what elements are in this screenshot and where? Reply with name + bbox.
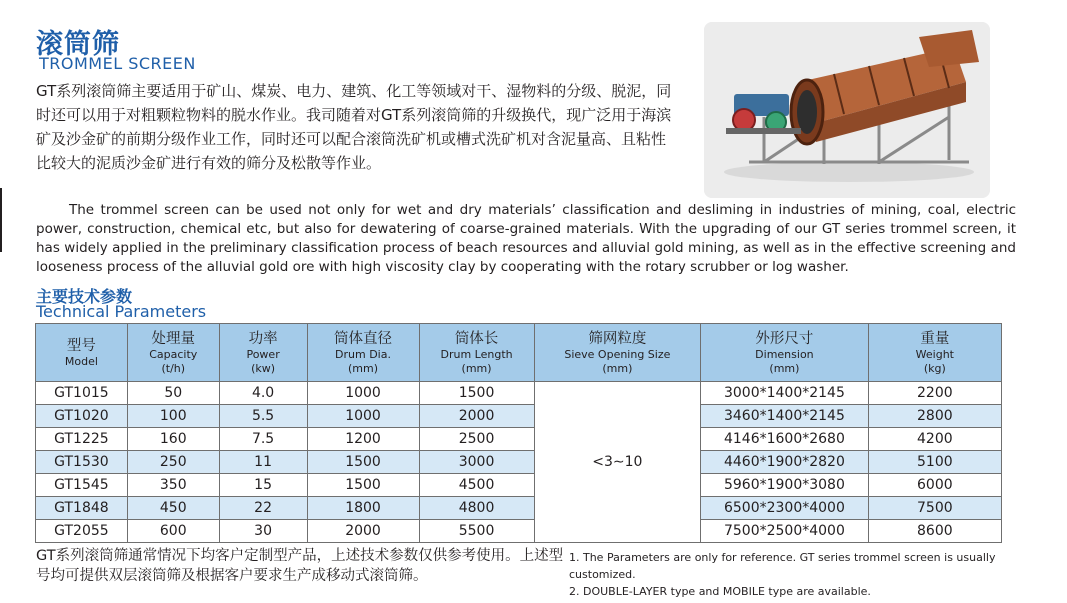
cell-weight: 6000 [868,474,1001,497]
trommel-machine-illustration [704,22,990,198]
cell-dimension: 3460*1400*2145 [701,405,869,428]
footnote-en-line: 1. The Parameters are only for reference. GT series trommel screen is usually customized. [569,551,996,581]
header-en: Power [246,347,280,361]
header-unit: (kg) [923,361,946,375]
header-unit: (kw) [251,361,276,375]
cell-drum-dia: 2000 [307,520,419,543]
table-row [36,520,1002,543]
header-cn: 筛网粒度 [588,330,647,347]
cell-power: 5.5 [219,405,307,428]
header-en: Sieve Opening Size [564,347,671,361]
footnote-en [569,549,1009,600]
column-header-dimension [701,324,869,382]
cell-model: GT1225 [36,428,128,451]
cell-dimension: 4146*1600*2680 [701,428,869,451]
header-unit: (mm) [461,361,492,375]
cell-capacity: 450 [127,497,219,520]
cell-drum-length: 2500 [419,428,534,451]
cell-power: 30 [219,520,307,543]
cell-drum-length: 4800 [419,497,534,520]
footnote-cn: GT系列滚筒筛通常情况下均客户定制型产品，上述技术参数仅供参考使用。上述型号均可提供双层滚筒筛及根据客户要求生产成移动式滚筒筛。 [36,548,564,584]
header-cn: 型号 [66,337,96,354]
header-unit: (mm) [769,361,800,375]
header-cn: 重量 [920,330,950,347]
cell-capacity: 600 [127,520,219,543]
header-cn: 筒体长 [454,330,499,347]
column-header-capacity [127,324,219,382]
header-cn: 处理量 [151,330,196,347]
cell-drum-length: 3000 [419,451,534,474]
column-header-drum-length [419,324,534,382]
header-en: Drum Dia. [335,347,391,361]
header-cn: 外形尺寸 [755,330,814,347]
cell-power: 15 [219,474,307,497]
cell-model: GT1848 [36,497,128,520]
cell-model: GT1020 [36,405,128,428]
cell-drum-dia: 1800 [307,497,419,520]
cell-dimension: 3000*1400*2145 [701,382,869,405]
header-en: Model [64,354,98,368]
table-row [36,451,1002,474]
column-header-sieve-opening [534,324,701,382]
page-title-cn: 滚筒筛 [36,29,120,60]
page-title-en: TROMMEL SCREEN [39,54,196,73]
header-cn: 功率 [248,330,278,347]
cell-drum-length: 4500 [419,474,534,497]
cell-weight: 7500 [868,497,1001,520]
column-header-model [36,324,128,382]
cell-model: GT2055 [36,520,128,543]
header-en: Capacity [149,347,198,361]
intro-paragraph-cn: GT系列滚筒筛主要适用于矿山、煤炭、电力、建筑、化工等领域对干、湿物料的分级、脱泥，同时还可以用于对粗颗粒物料的脱水作业。我司随着对GT系列滚筒筛的升级换代，现广泛用于海滨矿及沙金矿的前期分级作业工作，同时还可以配合滚筒洗矿机或槽式洗矿机对含泥量高、且粘性比较大的泥质沙金矿进行有效的筛分及松散等作业。 [36,82,672,172]
column-header-power [219,324,307,382]
table-row [36,382,1002,405]
intro-paragraph-en: The trommel screen can be used not only for wet and dry materials’ classification and desliming in industries of mining, coal, electric power, construction, chemical etc, but also for dewatering of coarse-grained materials. With the upgrading of our GT series trommel screen, it has widely applied in the preliminary classification process of beach resources and alluvial gold mining, as well as in the effective screening and looseness process of the alluvial gold ore with high viscosity clay by cooperating with the rotary scrubber or log washer. [36,202,1016,275]
table-row [36,497,1002,520]
cell-drum-length: 1500 [419,382,534,405]
cell-weight: 4200 [868,428,1001,451]
footnote-en-line: 2. DOUBLE-LAYER type and MOBILE type are available. [569,585,871,598]
column-header-drum-dia [307,324,419,382]
cell-capacity: 250 [127,451,219,474]
table-row [36,428,1002,451]
table-header-row [36,324,1002,382]
cell-drum-dia: 1500 [307,474,419,497]
cell-capacity: 50 [127,382,219,405]
cell-dimension: 7500*2500*4000 [701,520,869,543]
cell-weight: 5100 [868,451,1001,474]
cell-power: 7.5 [219,428,307,451]
header-cn: 筒体直径 [334,330,393,347]
left-margin-rule [0,188,2,252]
header-unit: (mm) [602,361,633,375]
trommel-screen-photo [704,22,990,198]
cell-model: GT1545 [36,474,128,497]
cell-drum-length: 2000 [419,405,534,428]
table-row [36,405,1002,428]
cell-capacity: 160 [127,428,219,451]
cell-sieve-opening: <3∼10 [534,382,701,543]
cell-dimension: 4460*1900*2820 [701,451,869,474]
cell-power: 4.0 [219,382,307,405]
cell-weight: 2800 [868,405,1001,428]
section-title-cn: 主要技术参数 [36,287,133,306]
cell-capacity: 350 [127,474,219,497]
cell-drum-dia: 1500 [307,451,419,474]
cell-drum-length: 5500 [419,520,534,543]
column-header-weight [868,324,1001,382]
header-unit: (t/h) [161,361,186,375]
cell-dimension: 5960*1900*3080 [701,474,869,497]
cell-drum-dia: 1000 [307,382,419,405]
cell-drum-dia: 1200 [307,428,419,451]
cell-capacity: 100 [127,405,219,428]
header-en: Dimension [755,347,814,361]
header-en: Drum Length [440,347,513,361]
cell-power: 11 [219,451,307,474]
header-en: Weight [915,347,954,361]
header-unit: (mm) [348,361,379,375]
table-row [36,474,1002,497]
section-title-en: Technical Parameters [36,302,207,321]
cell-model: GT1530 [36,451,128,474]
cell-dimension: 6500*2300*4000 [701,497,869,520]
cell-weight: 8600 [868,520,1001,543]
technical-parameters-table [35,323,1002,543]
cell-weight: 2200 [868,382,1001,405]
cell-power: 22 [219,497,307,520]
cell-drum-dia: 1000 [307,405,419,428]
cell-model: GT1015 [36,382,128,405]
